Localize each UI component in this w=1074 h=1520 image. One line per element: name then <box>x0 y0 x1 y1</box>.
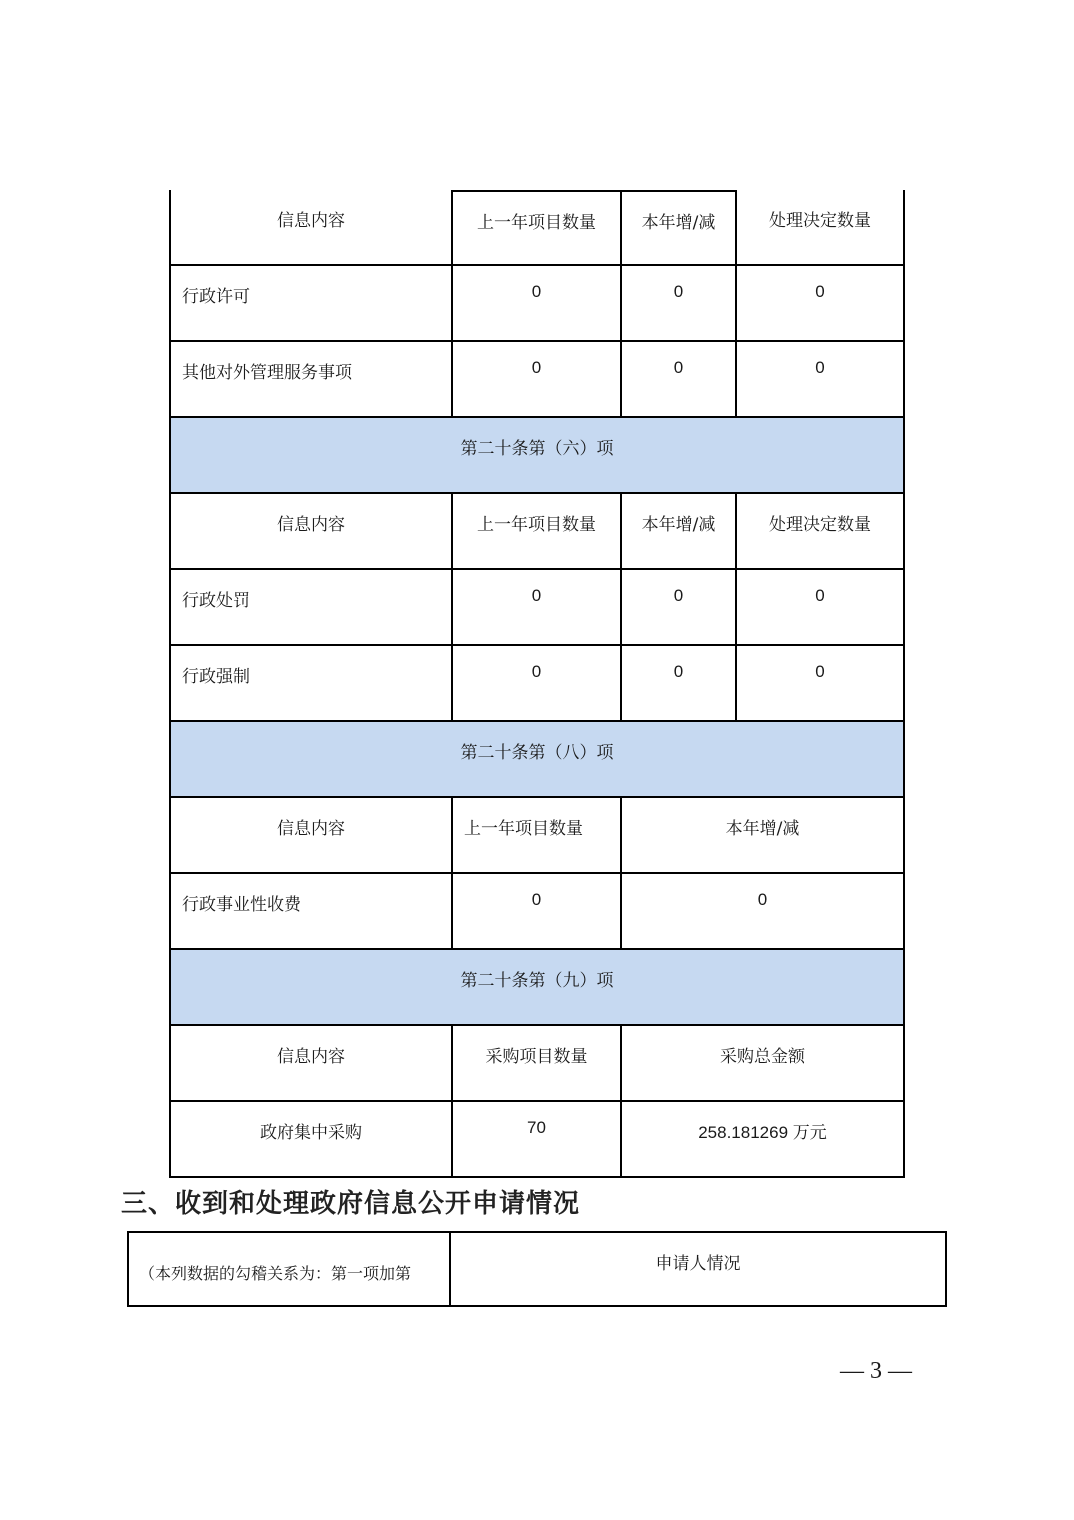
section-heading: 三、收到和处理政府信息公开申请情况 <box>121 1189 581 1219</box>
header-cell: 采购总金额 <box>620 1026 905 1102</box>
section-row <box>169 950 905 1026</box>
page-number: — 3 — <box>840 1358 912 1384</box>
table-row <box>169 1102 905 1178</box>
cell-decisions: 0 <box>735 570 905 646</box>
cell-count: 70 <box>451 1102 620 1178</box>
table-row <box>169 874 905 950</box>
cell-prev: 0 <box>451 266 620 342</box>
cell-decisions: 0 <box>735 342 905 418</box>
section-title: 第二十条第（八）项 <box>169 722 905 798</box>
cell-prev: 0 <box>451 570 620 646</box>
row-label: 行政事业性收费 <box>169 874 451 950</box>
header-cell: 本年增/减 <box>620 190 735 266</box>
header-cell: 信息内容 <box>169 798 451 874</box>
header-cell: 上一年项目数量 <box>451 190 620 266</box>
section-row <box>169 722 905 798</box>
header-cell: 上一年项目数量 <box>451 798 620 874</box>
table-header-row <box>169 1026 905 1102</box>
header-cell: 处理决定数量 <box>735 190 905 266</box>
table-row <box>169 266 905 342</box>
header-cell: 信息内容 <box>169 190 451 266</box>
row-label: 其他对外管理服务事项 <box>169 342 451 418</box>
cell-change: 0 <box>620 874 905 950</box>
table-row <box>169 646 905 722</box>
table-header-row <box>169 798 905 874</box>
cell-change: 0 <box>620 646 735 722</box>
cell-prev: 0 <box>451 874 620 950</box>
header-cell: 信息内容 <box>169 494 451 570</box>
table-header-row <box>169 190 905 266</box>
cell-change: 0 <box>620 266 735 342</box>
header-cell: 上一年项目数量 <box>451 494 620 570</box>
cell-prev: 0 <box>451 646 620 722</box>
section-row <box>169 418 905 494</box>
cell-decisions: 0 <box>735 266 905 342</box>
row-label: 行政处罚 <box>169 570 451 646</box>
section-title: 第二十条第（六）项 <box>169 418 905 494</box>
table-row <box>169 570 905 646</box>
section-title: 第二十条第（九）项 <box>169 950 905 1026</box>
cell-decisions: 0 <box>735 646 905 722</box>
cell-prev: 0 <box>451 342 620 418</box>
row-label: 行政强制 <box>169 646 451 722</box>
header-cell: 信息内容 <box>169 1026 451 1102</box>
header-cell: 本年增/减 <box>620 798 905 874</box>
disclosure-table <box>169 190 905 1178</box>
table-row <box>169 342 905 418</box>
row-label: 行政许可 <box>169 266 451 342</box>
cell-amount: 258.181269 万元 <box>620 1102 905 1178</box>
header-cell: 本年增/减 <box>620 494 735 570</box>
row-label: 政府集中采购 <box>169 1102 451 1178</box>
table-header-row <box>169 494 905 570</box>
header-cell: 采购项目数量 <box>451 1026 620 1102</box>
header-cell: 处理决定数量 <box>735 494 905 570</box>
applicant-header: 申请人情况 <box>655 1254 741 1274</box>
column-note: （本列数据的勾稽关系为：第一项加第 <box>129 1233 451 1305</box>
application-table <box>127 1231 947 1307</box>
cell-change: 0 <box>620 342 735 418</box>
cell-change: 0 <box>620 570 735 646</box>
